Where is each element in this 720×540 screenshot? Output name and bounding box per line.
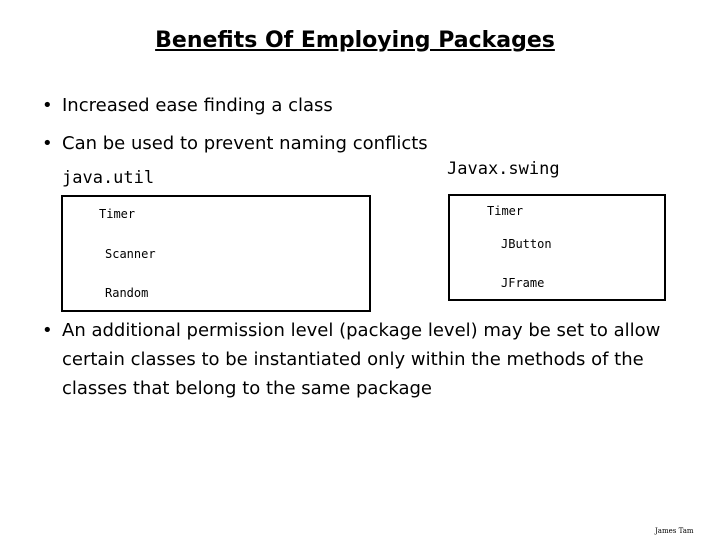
- bullet-text: Increased ease finding a class: [62, 95, 333, 116]
- bullet-marker: •: [42, 320, 53, 341]
- bullet-item: [42, 91, 662, 120]
- bullet-item: [42, 129, 662, 158]
- bullet-marker: •: [42, 133, 53, 154]
- class-name: Random: [105, 286, 149, 300]
- class-name: Timer: [99, 207, 136, 221]
- bullet-text: An additional permission level (package level) may be set to allow certain classes to be instantiated only within the methods of the classes that belong to the same package: [62, 320, 661, 399]
- class-name: Scanner: [105, 247, 156, 261]
- package-name-java-util: java.util: [62, 168, 155, 188]
- package-name-javax-swing: Javax.swing: [447, 159, 560, 179]
- author-credit: James Tam: [655, 527, 694, 535]
- slide-title: Benefits Of Employing Packages: [155, 28, 555, 53]
- class-name: JButton: [501, 237, 552, 251]
- package-box-javax-swing: [448, 194, 666, 301]
- bullet-text: Can be used to prevent naming conflicts: [62, 133, 428, 154]
- class-name: JFrame: [501, 276, 545, 290]
- bullet-item: [42, 316, 662, 403]
- bullet-marker: •: [42, 95, 53, 116]
- class-name: Timer: [487, 204, 524, 218]
